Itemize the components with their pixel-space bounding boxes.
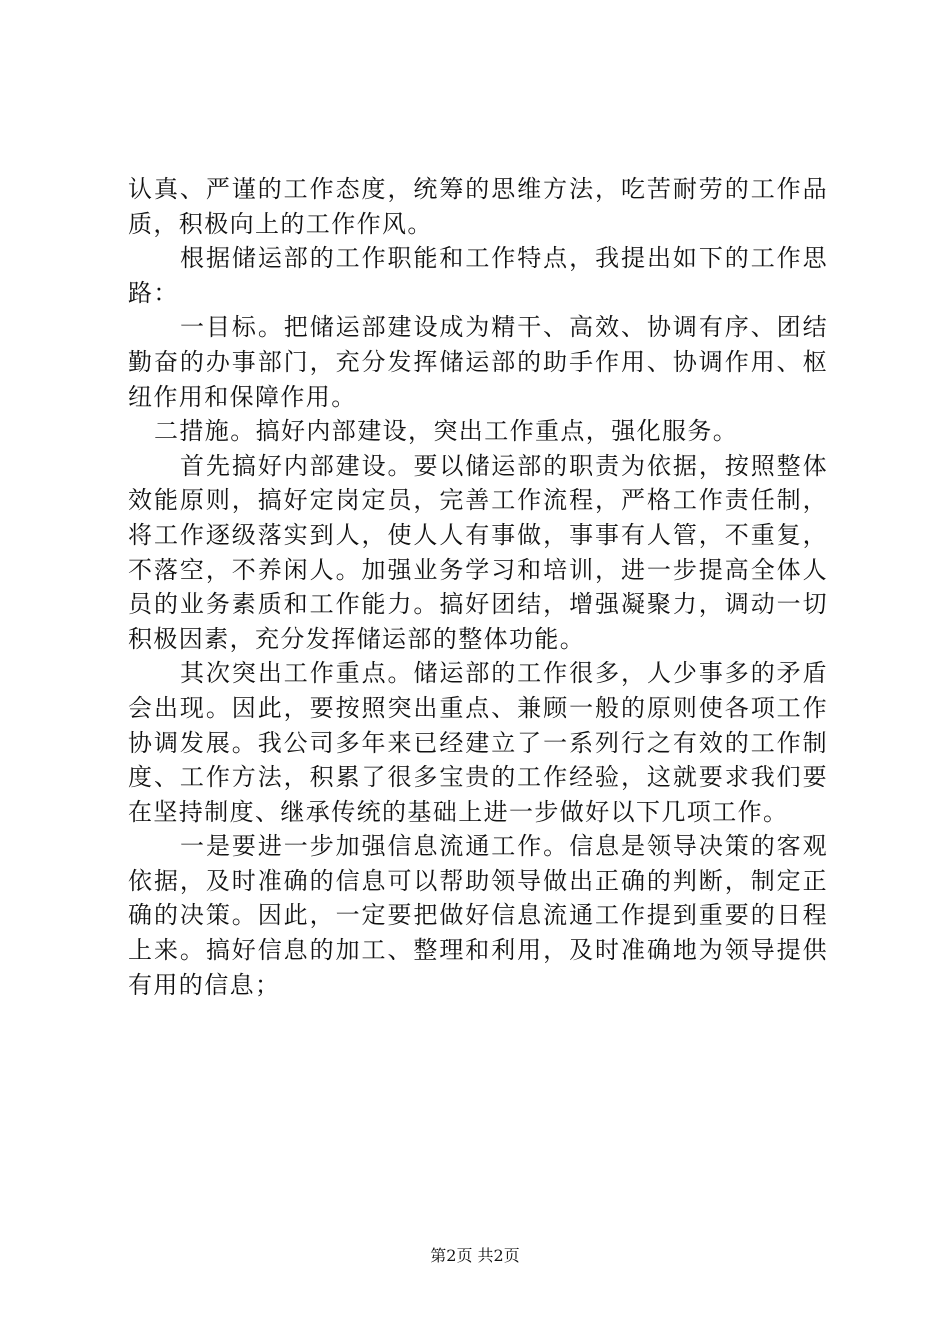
paragraph: 一目标。把储运部建设成为精干、高效、协调有序、团结勤奋的办事部门，充分发挥储运部的助手作用、协调作用、枢纽作用和保障作用。 bbox=[128, 313, 828, 411]
paragraph: 根据储运部的工作职能和工作特点，我提出如下的工作思路： bbox=[128, 244, 828, 307]
paragraph: 二措施。搞好内部建设，突出工作重点，强化服务。 bbox=[154, 417, 739, 446]
paragraph: 一是要进一步加强信息流通工作。信息是领导决策的客观依据，及时准确的信息可以帮助领导做出正确的判断，制定正确的决策。因此，一定要把做好信息流通工作提到重要的日程上来。搞好信息的加工、整理和利用，及时准确地为领导提供有用的信息； bbox=[128, 832, 828, 999]
paragraph: 首先搞好内部建设。要以储运部的职责为依据，按照整体效能原则，搞好定岗定员，完善工作流程，严格工作责任制，将工作逐级落实到人，使人人有事做，事事有人管，不重复，不落空，不养闲人。加强业务学习和培训，进一步提高全体人员的业务素质和工作能力。搞好团结，增强凝聚力，调动一切积极因素，充分发挥储运部的整体功能。 bbox=[128, 451, 828, 653]
paragraph-continuation: 认真、严谨的工作态度，统筹的思维方法，吃苦耐劳的工作品质，积极向上的工作作风。 bbox=[128, 175, 828, 238]
document-body bbox=[128, 172, 828, 1002]
paragraph: 其次突出工作重点。储运部的工作很多，人少事多的矛盾会出现。因此，要按照突出重点、兼顾一般的原则使各项工作协调发展。我公司多年来已经建立了一系列行之有效的工作制度、工作方法，积累了很多宝贵的工作经验，这就要求我们要在坚持制度、继承传统的基础上进一步做好以下几项工作。 bbox=[128, 659, 828, 826]
page-footer: 第2页 共2页 bbox=[430, 1246, 520, 1265]
